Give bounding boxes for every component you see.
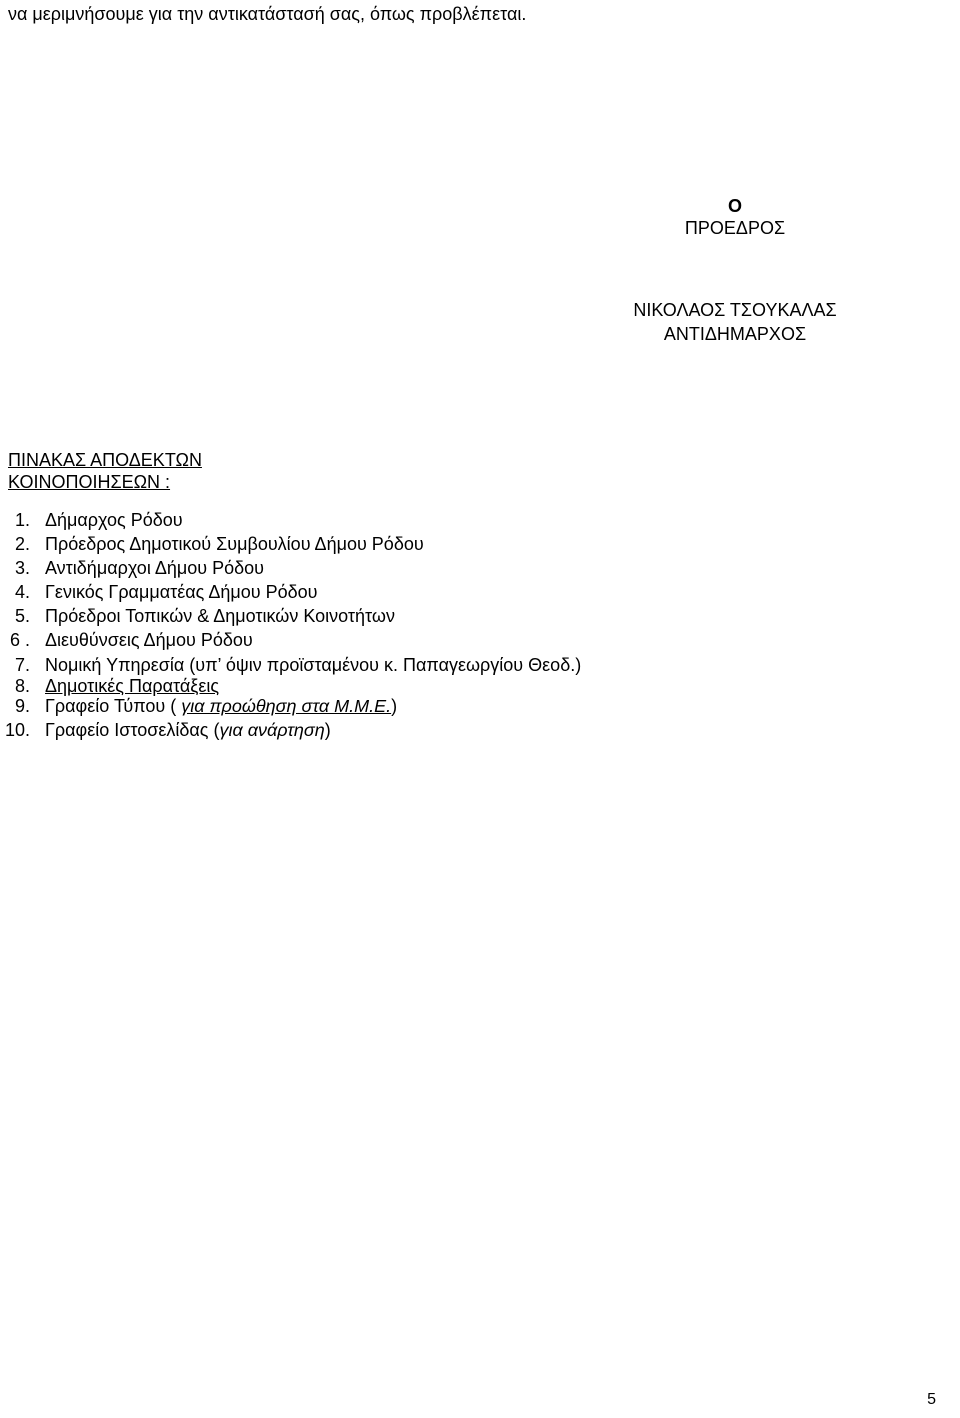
list-item-number: 7. — [14, 655, 30, 675]
list-item-text-a: Γραφείο Ιστοσελίδας ( — [45, 720, 220, 740]
list-item-text-italic: για προώθηση στα Μ.Μ.Ε. — [181, 696, 392, 716]
intro-line: να μεριμνήσουμε για την αντικατάστασή σας, όπως προβλέπεται. — [8, 4, 527, 24]
list-item-number: 4. — [14, 582, 30, 602]
recipients-heading-line2: ΚΟΙΝΟΠΟΙΗΣΕΩΝ : — [8, 472, 171, 492]
list-item-number: 1. — [14, 510, 30, 530]
list-item-number: 5. — [14, 606, 30, 626]
list-item-text: Νομική Υπηρεσία (υπ’ όψιν προϊσταμένου κ. Παπαγεωργίου Θεοδ.) — [45, 655, 582, 675]
list-item-text: Δημοτικές Παρατάξεις — [45, 676, 220, 696]
list-item-text: Γενικός Γραμματέας Δήμου Ρόδου — [45, 582, 318, 602]
list-item-text: Αντιδήμαρχοι Δήμου Ρόδου — [45, 558, 264, 578]
list-item-text — [45, 718, 331, 742]
list-item-number: 3. — [14, 558, 30, 578]
list-item-text: Δήμαρχος Ρόδου — [45, 510, 183, 530]
signature-title-line1: Ο — [727, 196, 742, 216]
list-item-text: Πρόεδρος Δημοτικού Συμβουλίου Δήμου Ρόδου — [45, 534, 424, 554]
list-item-number: 10. — [4, 720, 30, 740]
list-item-number: 8. — [14, 676, 30, 696]
list-item-number: 9. — [14, 696, 30, 716]
recipients-heading-line1: ΠΙΝΑΚΑΣ ΑΠΟΔΕΚΤΩΝ — [8, 450, 202, 470]
signature-name: ΝΙΚΟΛΑΟΣ ΤΣΟΥΚΑΛΑΣ — [633, 300, 837, 320]
list-item-number: 6 . — [9, 630, 30, 650]
list-item-text — [45, 694, 397, 718]
list-item-text: Πρόεδροι Τοπικών & Δημοτικών Κοινοτήτων — [45, 606, 395, 626]
page-number: 5 — [927, 1391, 936, 1408]
list-item-text-b: ) — [391, 696, 398, 716]
signature-title-line2: ΠΡΟΕΔΡΟΣ — [684, 218, 786, 238]
list-item-text: Διευθύνσεις Δήμου Ρόδου — [45, 630, 253, 650]
list-item-text-b: ) — [324, 720, 331, 740]
recipients-heading — [8, 449, 202, 493]
signature-role: ΑΝΤΙΔΗΜΑΡΧΟΣ — [663, 324, 807, 344]
list-item-text-a: Γραφείο Τύπου ( — [45, 696, 182, 716]
list-item-text-italic: για ανάρτηση — [219, 720, 325, 740]
list-item-number: 2. — [14, 534, 30, 554]
